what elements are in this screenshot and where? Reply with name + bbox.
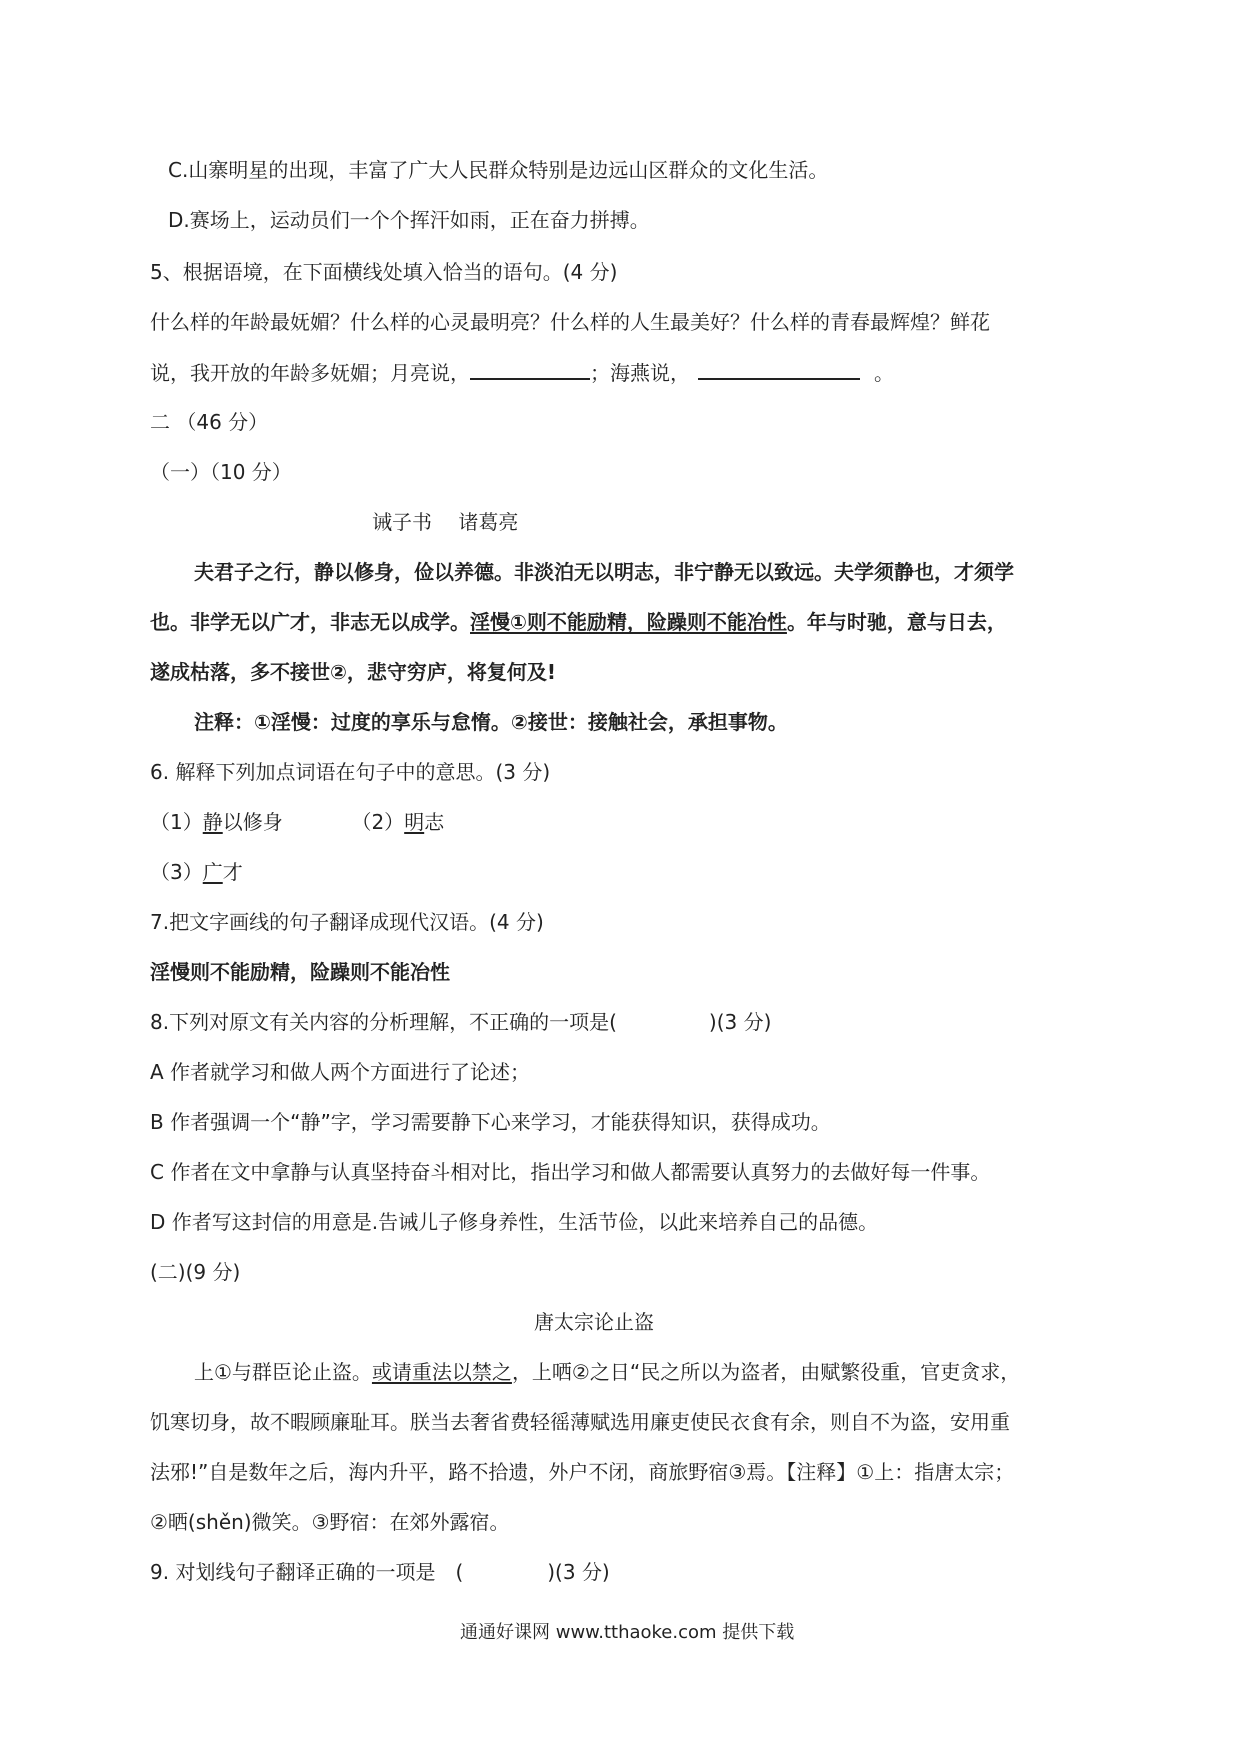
section2-heading: 二 （46 分） <box>150 410 269 434</box>
q5-text-a: 说，我开放的年龄多妩媚；月亮说， <box>150 361 470 385</box>
q9-prompt-text: 9. 对划线句子翻译正确的一项是 ( <box>150 1560 464 1584</box>
q8-option-d: D 作者写这封信的用意是.告诫儿子修身养性，生活节俭，以此来培养自己的品德。 <box>150 1210 879 1234</box>
q8-prompt <box>150 1008 771 1036</box>
q9-score: )(3 分) <box>547 1560 610 1584</box>
passage2-title: 唐太宗论止盗 <box>534 1310 654 1334</box>
q5-prompt: 5、根据语境，在下面横线处填入恰当的语句。(4 分) <box>150 260 618 284</box>
q6-item2-key: 明 <box>404 810 425 834</box>
q8-option-a: A 作者就学习和做人两个方面进行了论述； <box>150 1060 531 1084</box>
q5-line1: 什么样的年龄最妩媚？什么样的心灵最明亮？什么样的人生最美好？什么样的青春最辉煌？鲜花 <box>150 310 990 334</box>
passage2-text-cont: ，上哂②之日“民之所以为盗者，由赋繁役重，官吏贪求， <box>511 1360 1021 1384</box>
q6-item1-rest: 以修身 <box>222 810 283 834</box>
q8-option-b: B 作者强调一个“静”字，学习需要静下心来学习，才能获得知识，获得成功。 <box>150 1110 831 1134</box>
passage1-line2 <box>150 608 1007 636</box>
q8-score: )(3 分) <box>708 1010 772 1034</box>
passage1-title: 诫子书 诸葛亮 <box>372 510 519 534</box>
passage2-line3: 法邪!”自是数年之后，海内升平，路不拾遗，外户不闭，商旅野宿③焉。【注释】①上：指唐太宗； <box>150 1460 1015 1484</box>
q6-prompt: 6. 解释下列加点词语在句子中的意思。(3 分) <box>150 760 551 784</box>
passage1-text-cont: 。年与时驰，意与日去， <box>786 610 1007 634</box>
passage2-line1 <box>194 1358 1020 1386</box>
passage2-text: 上①与群臣论止盗。 <box>194 1360 372 1384</box>
page-footer: 通通好课网 www.tthaoke.com 提供下载 <box>460 1622 795 1643</box>
q6-item2-num: （2） <box>351 810 405 834</box>
q7-sentence: 淫慢则不能励精，险躁则不能冶性 <box>150 960 450 984</box>
q8-prompt-text: 8.下列对原文有关内容的分析理解，不正确的一项是( <box>150 1010 617 1034</box>
q5-line2 <box>150 358 894 387</box>
q5-text-c: 。 <box>874 361 894 385</box>
passage1-note: 注释：①淫慢：过度的享乐与怠惰。②接世：接触社会，承担事物。 <box>194 710 788 734</box>
q6-item3-num: （3） <box>150 860 203 884</box>
passage1-text: 也。非学无以广才，非志无以成学。 <box>150 610 470 634</box>
q5-blank-1[interactable] <box>470 358 590 380</box>
passage2-underlined-sentence: 或请重法以禁之 <box>371 1360 512 1384</box>
q6-items-row1 <box>150 808 444 836</box>
part2-heading: (二)(9 分) <box>150 1260 241 1284</box>
q9-prompt <box>150 1558 610 1586</box>
q6-items-row2 <box>150 858 243 886</box>
q7-prompt: 7.把文字画线的句子翻译成现代汉语。(4 分) <box>150 910 544 934</box>
q6-item1-num: （1） <box>150 810 203 834</box>
q5-blank-2[interactable] <box>698 358 860 380</box>
passage2-line2: 饥寒切身，故不暇顾廉耻耳。朕当去奢省费轻徭薄赋选用廉吏使民衣食有余，则自不为盗，安用重 <box>150 1410 1010 1434</box>
passage1-underlined-sentence: 淫慢①则不能励精，险躁则不能冶性 <box>470 610 787 634</box>
part1-heading: （一）（10 分） <box>150 460 292 484</box>
passage1-line3: 遂成枯落，多不接世②，悲守穷庐，将复何及! <box>150 660 557 684</box>
passage1-line1: 夫君子之行，静以修身，俭以养德。非淡泊无以明志，非宁静无以致远。夫学须静也，才须学 <box>194 560 1014 584</box>
q6-item1-key: 静 <box>202 810 223 834</box>
q6-item3-rest: 才 <box>222 860 243 884</box>
q6-item2-rest: 志 <box>424 810 445 834</box>
q6-item3-key: 广 <box>202 860 223 884</box>
q8-option-c: C 作者在文中拿静与认真坚持奋斗相对比，指出学习和做人都需要认真努力的去做好每一件事。 <box>150 1160 991 1184</box>
q4-option-c: C.山寨明星的出现，丰富了广大人民群众特别是边远山区群众的文化生活。 <box>168 158 829 182</box>
q5-text-b: ；海燕说， <box>590 361 690 385</box>
q4-option-d: D.赛场上，运动员们一个个挥汗如雨，正在奋力拼搏。 <box>168 208 650 232</box>
passage2-line4: ②晒(shěn)微笑。③野宿：在郊外露宿。 <box>150 1510 510 1534</box>
